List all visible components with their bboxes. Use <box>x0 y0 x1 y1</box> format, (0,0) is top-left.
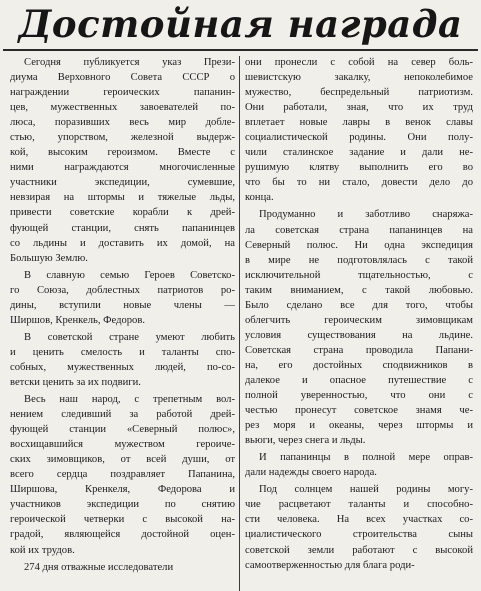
text-line: конца. <box>245 192 274 204</box>
text-line: В славную семью Героев Советско- <box>24 269 235 281</box>
text-line: стью, упорством, железной выдерж- <box>10 132 235 144</box>
paragraph <box>245 482 473 572</box>
paragraph <box>245 55 473 205</box>
text-line: ветски ценить за их подвиги. <box>10 376 141 388</box>
text-line: награждении героических папанин- <box>10 87 235 99</box>
paragraph <box>10 560 235 575</box>
text-line: И папанинцы в полной мере оправ- <box>259 452 473 464</box>
text-line: Ширшов, Кренкель, Федоров. <box>10 314 146 326</box>
text-line: далекое и опасное путешествие с <box>245 374 473 386</box>
text-line: мужество, беспредельный патриотизм. <box>245 87 473 99</box>
text-line: самоотверженностью для блага роди- <box>245 559 415 571</box>
text-line: полной уверенностью, что они с <box>245 390 473 402</box>
text-line: шевистскую закалку, непоколебимое <box>245 72 473 84</box>
text-line: Весь наш народ, с трепетным вол- <box>24 394 235 406</box>
text-line: Северный полюс. Ни одна экспедиция <box>245 239 473 251</box>
text-line: честью пронесут советское знамя че- <box>245 405 473 417</box>
text-line: циалистического строительства сыны <box>245 529 473 541</box>
text-line: героической четверки с высокой на- <box>10 514 235 526</box>
article-headline: Достойная награда <box>18 2 463 46</box>
text-line: цев, мужественных завоевателей по- <box>10 102 235 114</box>
text-line: ла советская страна папанинцев на <box>245 224 473 236</box>
text-line: облегчить героическим зимовщикам <box>245 314 473 326</box>
text-line: социалистической родины. Они полу- <box>245 132 473 144</box>
text-line: таким вниманием, с такой любовью. <box>245 284 473 296</box>
text-line: рушимую клятву выполнить его во <box>245 162 473 174</box>
headline-rule <box>3 49 478 51</box>
text-line: участники экспедиции, сумевшие, <box>10 177 235 189</box>
text-line: диума Верховного Совета СССР о <box>10 72 235 84</box>
text-line: советской земли работают с высокой <box>245 544 473 556</box>
text-line: привести советские корабли к дрей- <box>10 207 235 219</box>
text-line: сти человека. На всех участках со- <box>245 514 473 526</box>
text-line: кой их трудов. <box>10 544 75 556</box>
text-line: нением следивший за работой дрей- <box>10 409 235 421</box>
paragraph <box>245 207 473 448</box>
text-line: 274 дня отважные исследователи <box>24 561 174 573</box>
paragraph <box>10 330 235 390</box>
text-line: и ценить смелость и таланты спо- <box>10 346 235 358</box>
text-line: что бы то ни стало, довести дело до <box>245 177 473 189</box>
text-line: ними награждаются многочисленные <box>10 162 235 174</box>
text-line: невзирая на штормы и тяжелые льды, <box>10 192 235 204</box>
text-line: вьюги, через снега и льды. <box>245 435 366 447</box>
text-line: рез моря и океаны, через штормы и <box>245 420 473 432</box>
text-line: фующей станции, снять папанинцев <box>10 222 235 234</box>
text-line: градой, являющейся достойной оцен- <box>10 529 235 541</box>
text-line: условия существования на льдине. <box>245 329 473 341</box>
left-column <box>10 55 235 575</box>
text-line: фующей станции «Северный полюс», <box>10 424 235 436</box>
text-line: со льдины и доставить их домой, на <box>10 237 235 249</box>
text-line: Было сделано все для того, чтобы <box>245 299 473 311</box>
paragraph <box>245 450 473 480</box>
text-line: В советской стране умеют любить <box>24 331 235 343</box>
right-column <box>245 55 473 573</box>
paragraph <box>10 392 235 558</box>
text-line: дали надежды своего народа. <box>245 467 377 479</box>
text-line: чие расцветают таланты и способно- <box>245 499 473 511</box>
text-line: кой, высоким героизмом. Вместе с <box>10 147 235 159</box>
text-line: вплетает новые лавры в венок славы <box>245 117 473 129</box>
text-line: Они работали, зная, что их труд <box>245 102 473 114</box>
text-line: Советская страна проводила Папани- <box>245 344 473 356</box>
text-line: участников экспедиции по снятию <box>10 499 235 511</box>
text-line: на, его достойных сподвижников в <box>245 359 473 371</box>
text-line: восхищавшийся мужеством героиче- <box>10 439 235 451</box>
text-line: го Союза, доблестных патриотов ро- <box>10 284 235 296</box>
text-line: собных, мужественных людей, по-со- <box>10 361 235 373</box>
text-line: Ширшова, Кренкеля, Федорова и <box>10 484 235 496</box>
text-line: ских зимовщиков, от всей души, от <box>10 454 235 466</box>
paragraph <box>10 55 235 266</box>
text-line: Под солнцем нашей родины могу- <box>259 484 473 496</box>
text-line: они пронесли с собой на север боль- <box>245 57 473 68</box>
paragraph <box>10 268 235 328</box>
text-line: Большую Землю. <box>10 252 88 264</box>
text-line: люса, поразивших весь мир добле- <box>10 117 235 129</box>
text-line: дины, вступили новые члены — <box>10 299 235 311</box>
text-line: чили сталинское задание и дали не- <box>245 147 473 159</box>
text-line: в мире не подготовлялась с такой <box>245 254 473 266</box>
column-divider <box>239 56 240 591</box>
text-line: всего сердца поздравляет Папанина, <box>10 469 235 481</box>
text-line: исключительной тщательностью, с <box>245 269 473 281</box>
text-line: Продуманно и заботливо снаряжа- <box>259 209 473 221</box>
text-line: Сегодня публикуется указ Прези- <box>24 57 235 68</box>
